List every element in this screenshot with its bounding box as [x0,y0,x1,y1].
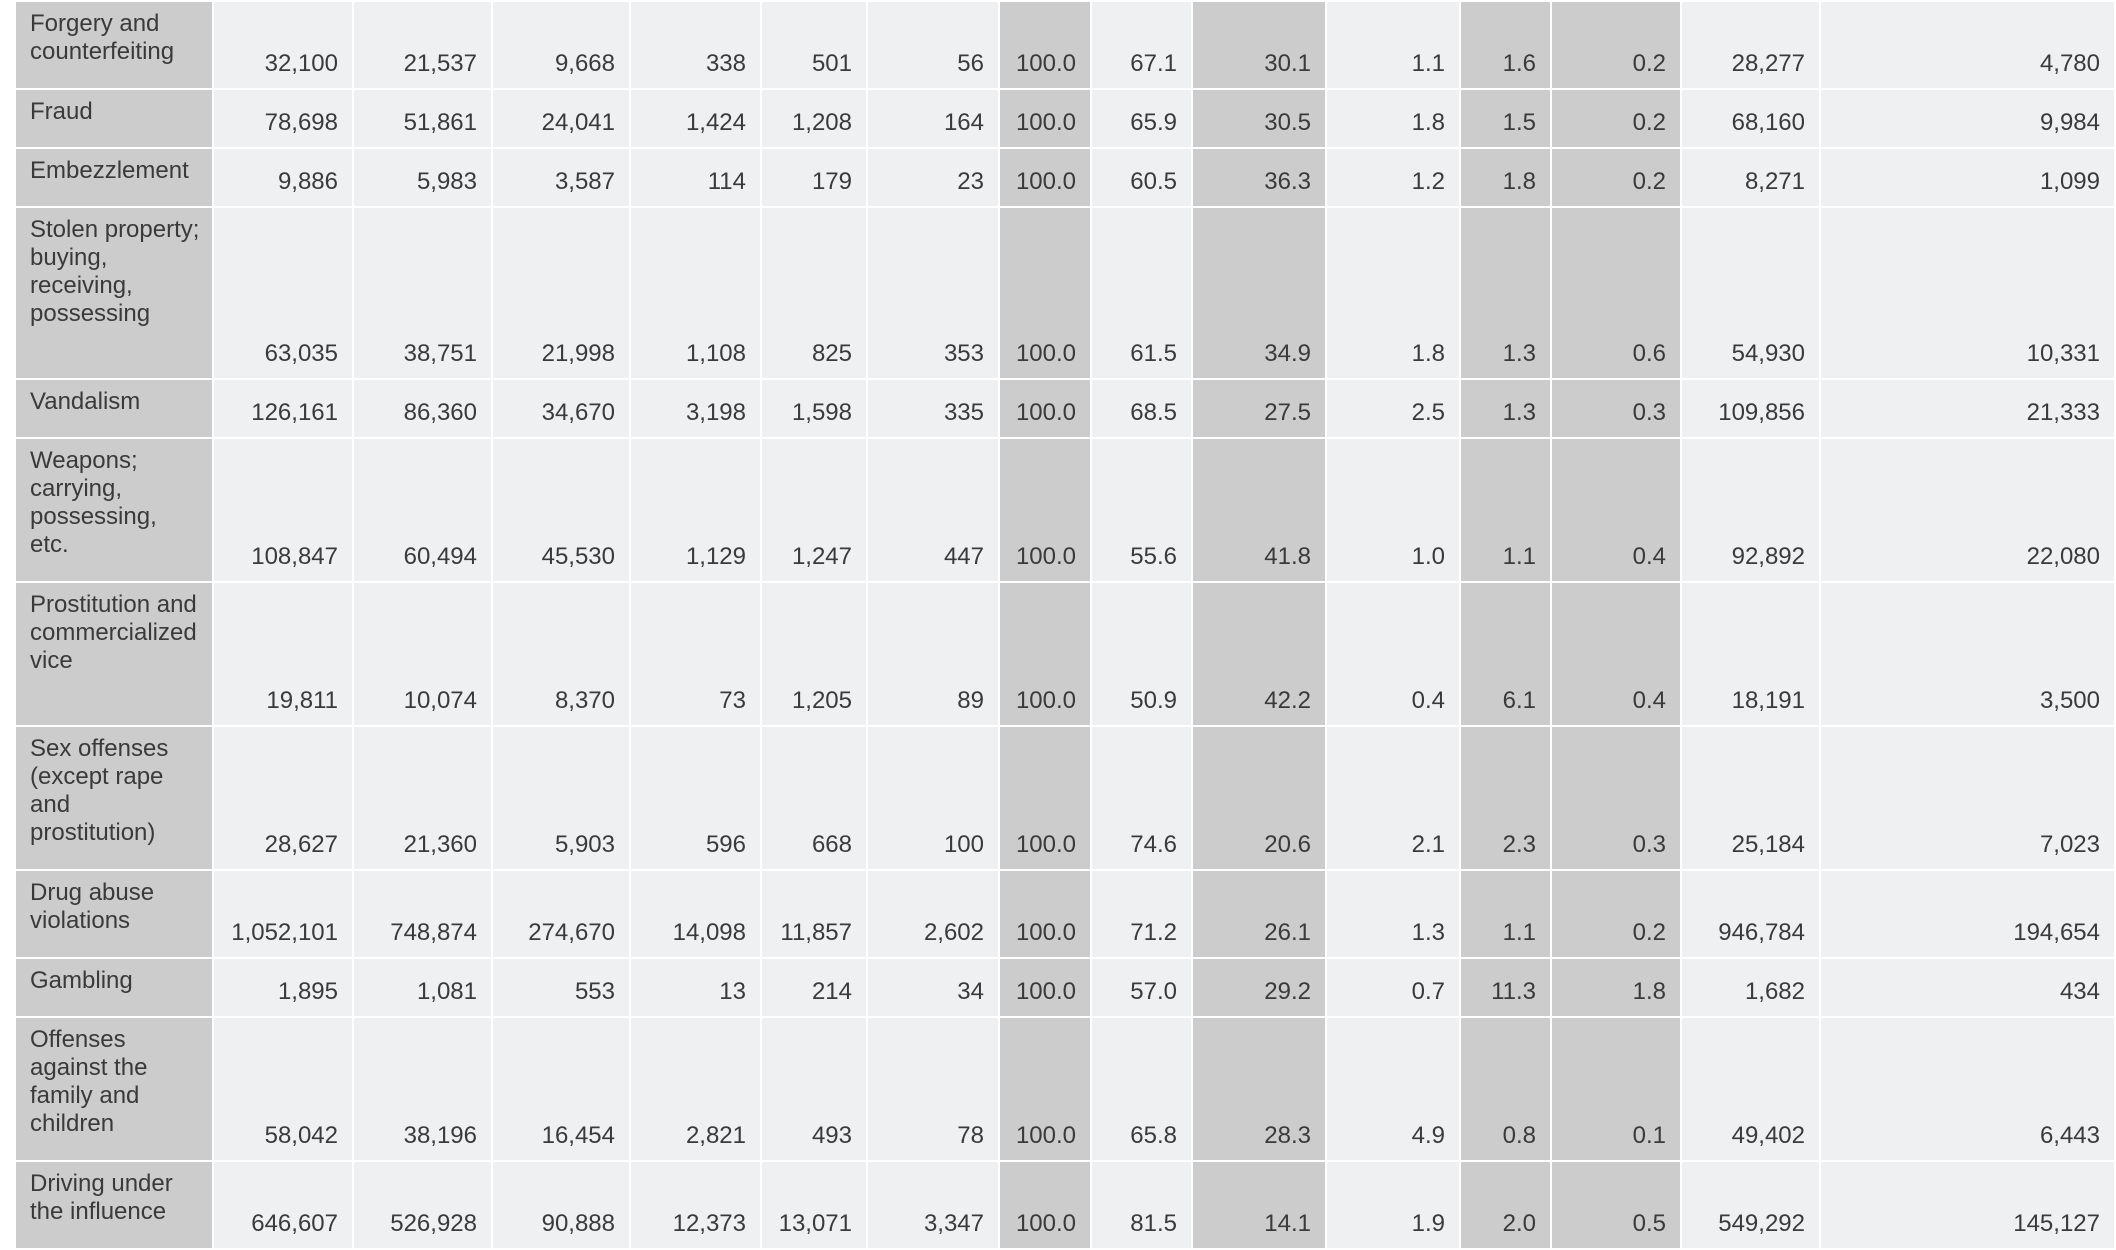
table-row [15,148,2115,207]
cell-pct-white: 68.5 [1091,379,1192,438]
cell-white: 748,874 [353,870,492,958]
cell-total-2: 946,784 [1681,870,1820,958]
cell-pct-asian: 1.1 [1460,870,1551,958]
cell-pct-black: 20.6 [1192,726,1326,870]
cell-american-indian: 338 [630,1,761,89]
cell-black: 34,670 [492,379,630,438]
cell-total-3: 4,780 [1820,1,2115,89]
cell-pct-black: 29.2 [1192,958,1326,1017]
cell-pct-american-indian: 1.9 [1326,1161,1460,1249]
table-row [15,958,2115,1017]
cell-black: 90,888 [492,1161,630,1249]
cell-asian: 825 [761,207,867,379]
cell-total-2: 25,184 [1681,726,1820,870]
table-row [15,379,2115,438]
cell-pct-white: 61.5 [1091,207,1192,379]
cell-total-3: 1,099 [1820,148,2115,207]
cell-pct-black: 34.9 [1192,207,1326,379]
cell-american-indian: 3,198 [630,379,761,438]
cell-asian: 668 [761,726,867,870]
cell-asian: 11,857 [761,870,867,958]
cell-black: 9,668 [492,1,630,89]
cell-total-3: 7,023 [1820,726,2115,870]
cell-pct-white: 67.1 [1091,1,1192,89]
cell-pct-black: 30.1 [1192,1,1326,89]
cell-pct-total: 100.0 [999,1017,1091,1161]
cell-pct-asian: 1.6 [1460,1,1551,89]
cell-pct-american-indian: 1.8 [1326,89,1460,148]
cell-white: 38,751 [353,207,492,379]
cell-asian: 493 [761,1017,867,1161]
cell-white: 21,537 [353,1,492,89]
cell-american-indian: 114 [630,148,761,207]
cell-pct-black: 28.3 [1192,1017,1326,1161]
cell-total: 646,607 [213,1161,353,1249]
cell-pct-asian: 6.1 [1460,582,1551,726]
cell-black: 16,454 [492,1017,630,1161]
offense-label: Prostitution and commercialized vice [15,582,213,726]
cell-total-2: 92,892 [1681,438,1820,582]
cell-pct-american-indian: 1.1 [1326,1,1460,89]
cell-total-2: 549,292 [1681,1161,1820,1249]
cell-total: 126,161 [213,379,353,438]
cell-total-3: 9,984 [1820,89,2115,148]
cell-pct-pacific-islander: 0.2 [1551,870,1681,958]
cell-pct-total: 100.0 [999,1,1091,89]
table-row [15,726,2115,870]
cell-white: 38,196 [353,1017,492,1161]
cell-american-indian: 14,098 [630,870,761,958]
cell-total-3: 22,080 [1820,438,2115,582]
offense-label: Stolen property; buying, receiving, possessing [15,207,213,379]
offense-label: Drug abuse violations [15,870,213,958]
offense-label: Sex offenses (except rape and prostitution) [15,726,213,870]
cell-pct-black: 36.3 [1192,148,1326,207]
cell-pct-black: 41.8 [1192,438,1326,582]
cell-pct-american-indian: 1.2 [1326,148,1460,207]
cell-pct-white: 60.5 [1091,148,1192,207]
cell-pct-black: 14.1 [1192,1161,1326,1249]
cell-total-3: 10,331 [1820,207,2115,379]
cell-total: 1,052,101 [213,870,353,958]
cell-pct-american-indian: 2.5 [1326,379,1460,438]
cell-pct-american-indian: 4.9 [1326,1017,1460,1161]
cell-american-indian: 73 [630,582,761,726]
table-row [15,1,2115,89]
cell-total-2: 18,191 [1681,582,1820,726]
cell-total-3: 145,127 [1820,1161,2115,1249]
cell-total: 78,698 [213,89,353,148]
cell-pacific-islander: 164 [867,89,999,148]
cell-total-2: 49,402 [1681,1017,1820,1161]
cell-pct-black: 26.1 [1192,870,1326,958]
cell-asian: 1,598 [761,379,867,438]
cell-pct-total: 100.0 [999,438,1091,582]
cell-asian: 13,071 [761,1161,867,1249]
cell-pacific-islander: 89 [867,582,999,726]
cell-pct-american-indian: 0.7 [1326,958,1460,1017]
cell-pacific-islander: 2,602 [867,870,999,958]
cell-pct-asian: 11.3 [1460,958,1551,1017]
cell-pct-pacific-islander: 0.4 [1551,438,1681,582]
arrests-by-race-table [14,0,2116,1250]
cell-pct-pacific-islander: 0.3 [1551,379,1681,438]
cell-asian: 1,247 [761,438,867,582]
cell-white: 51,861 [353,89,492,148]
cell-white: 5,983 [353,148,492,207]
cell-pct-black: 42.2 [1192,582,1326,726]
table-row [15,582,2115,726]
table-row [15,1161,2115,1249]
cell-pct-asian: 0.8 [1460,1017,1551,1161]
cell-pct-asian: 2.0 [1460,1161,1551,1249]
cell-pct-total: 100.0 [999,1161,1091,1249]
table-row [15,870,2115,958]
cell-pct-total: 100.0 [999,148,1091,207]
cell-pct-total: 100.0 [999,207,1091,379]
cell-american-indian: 12,373 [630,1161,761,1249]
cell-total-2: 28,277 [1681,1,1820,89]
offense-label: Driving under the influence [15,1161,213,1249]
cell-asian: 179 [761,148,867,207]
cell-pct-pacific-islander: 0.1 [1551,1017,1681,1161]
cell-american-indian: 2,821 [630,1017,761,1161]
cell-total: 58,042 [213,1017,353,1161]
table-body [15,1,2115,1249]
cell-total-3: 434 [1820,958,2115,1017]
cell-pacific-islander: 3,347 [867,1161,999,1249]
cell-pacific-islander: 34 [867,958,999,1017]
cell-pct-total: 100.0 [999,89,1091,148]
cell-white: 1,081 [353,958,492,1017]
cell-asian: 501 [761,1,867,89]
cell-pct-white: 57.0 [1091,958,1192,1017]
cell-american-indian: 13 [630,958,761,1017]
cell-pacific-islander: 23 [867,148,999,207]
cell-pacific-islander: 78 [867,1017,999,1161]
cell-pct-american-indian: 1.3 [1326,870,1460,958]
cell-black: 5,903 [492,726,630,870]
cell-white: 86,360 [353,379,492,438]
cell-asian: 1,205 [761,582,867,726]
cell-total-3: 194,654 [1820,870,2115,958]
cell-total: 19,811 [213,582,353,726]
cell-pct-pacific-islander: 0.5 [1551,1161,1681,1249]
cell-american-indian: 1,424 [630,89,761,148]
offense-label: Gambling [15,958,213,1017]
cell-american-indian: 1,108 [630,207,761,379]
cell-pct-black: 30.5 [1192,89,1326,148]
cell-total-3: 21,333 [1820,379,2115,438]
cell-asian: 1,208 [761,89,867,148]
cell-pct-total: 100.0 [999,379,1091,438]
cell-total-3: 3,500 [1820,582,2115,726]
cell-total-2: 109,856 [1681,379,1820,438]
cell-pct-white: 65.9 [1091,89,1192,148]
cell-black: 21,998 [492,207,630,379]
cell-total: 9,886 [213,148,353,207]
cell-pct-asian: 2.3 [1460,726,1551,870]
cell-black: 24,041 [492,89,630,148]
table-row [15,1017,2115,1161]
cell-pct-pacific-islander: 0.2 [1551,89,1681,148]
cell-pct-white: 55.6 [1091,438,1192,582]
cell-pct-pacific-islander: 0.3 [1551,726,1681,870]
cell-pct-white: 81.5 [1091,1161,1192,1249]
cell-white: 526,928 [353,1161,492,1249]
cell-pct-pacific-islander: 0.6 [1551,207,1681,379]
offense-label: Offenses against the family and children [15,1017,213,1161]
cell-pct-american-indian: 1.0 [1326,438,1460,582]
cell-pct-pacific-islander: 0.4 [1551,582,1681,726]
cell-asian: 214 [761,958,867,1017]
cell-total-2: 1,682 [1681,958,1820,1017]
cell-black: 553 [492,958,630,1017]
cell-pct-asian: 1.1 [1460,438,1551,582]
cell-pct-pacific-islander: 1.8 [1551,958,1681,1017]
cell-pct-pacific-islander: 0.2 [1551,148,1681,207]
cell-pacific-islander: 100 [867,726,999,870]
cell-pct-pacific-islander: 0.2 [1551,1,1681,89]
cell-total: 32,100 [213,1,353,89]
cell-pct-total: 100.0 [999,870,1091,958]
cell-american-indian: 1,129 [630,438,761,582]
offense-label: Embezzlement [15,148,213,207]
cell-black: 3,587 [492,148,630,207]
cell-total: 1,895 [213,958,353,1017]
cell-pacific-islander: 335 [867,379,999,438]
cell-total: 108,847 [213,438,353,582]
cell-pct-white: 65.8 [1091,1017,1192,1161]
cell-total-2: 54,930 [1681,207,1820,379]
cell-pct-white: 50.9 [1091,582,1192,726]
cell-pct-asian: 1.3 [1460,207,1551,379]
cell-total-3: 6,443 [1820,1017,2115,1161]
cell-pct-american-indian: 1.8 [1326,207,1460,379]
cell-black: 274,670 [492,870,630,958]
offense-label: Forgery and counterfeiting [15,1,213,89]
cell-pacific-islander: 56 [867,1,999,89]
cell-pct-american-indian: 0.4 [1326,582,1460,726]
cell-pct-white: 71.2 [1091,870,1192,958]
table-row [15,89,2115,148]
cell-pct-total: 100.0 [999,726,1091,870]
cell-pct-total: 100.0 [999,582,1091,726]
cell-white: 10,074 [353,582,492,726]
offense-label: Weapons; carrying, possessing, etc. [15,438,213,582]
cell-pct-black: 27.5 [1192,379,1326,438]
cell-american-indian: 596 [630,726,761,870]
cell-white: 21,360 [353,726,492,870]
cell-white: 60,494 [353,438,492,582]
cell-black: 45,530 [492,438,630,582]
cell-total: 63,035 [213,207,353,379]
table-row [15,207,2115,379]
table-row [15,438,2115,582]
cell-pct-asian: 1.8 [1460,148,1551,207]
cell-pacific-islander: 353 [867,207,999,379]
cell-pct-asian: 1.5 [1460,89,1551,148]
cell-pct-asian: 1.3 [1460,379,1551,438]
offense-label: Vandalism [15,379,213,438]
cell-pacific-islander: 447 [867,438,999,582]
table-viewport [14,0,2100,1237]
cell-total: 28,627 [213,726,353,870]
cell-total-2: 8,271 [1681,148,1820,207]
offense-label: Fraud [15,89,213,148]
cell-black: 8,370 [492,582,630,726]
cell-total-2: 68,160 [1681,89,1820,148]
cell-pct-white: 74.6 [1091,726,1192,870]
cell-pct-american-indian: 2.1 [1326,726,1460,870]
cell-pct-total: 100.0 [999,958,1091,1017]
